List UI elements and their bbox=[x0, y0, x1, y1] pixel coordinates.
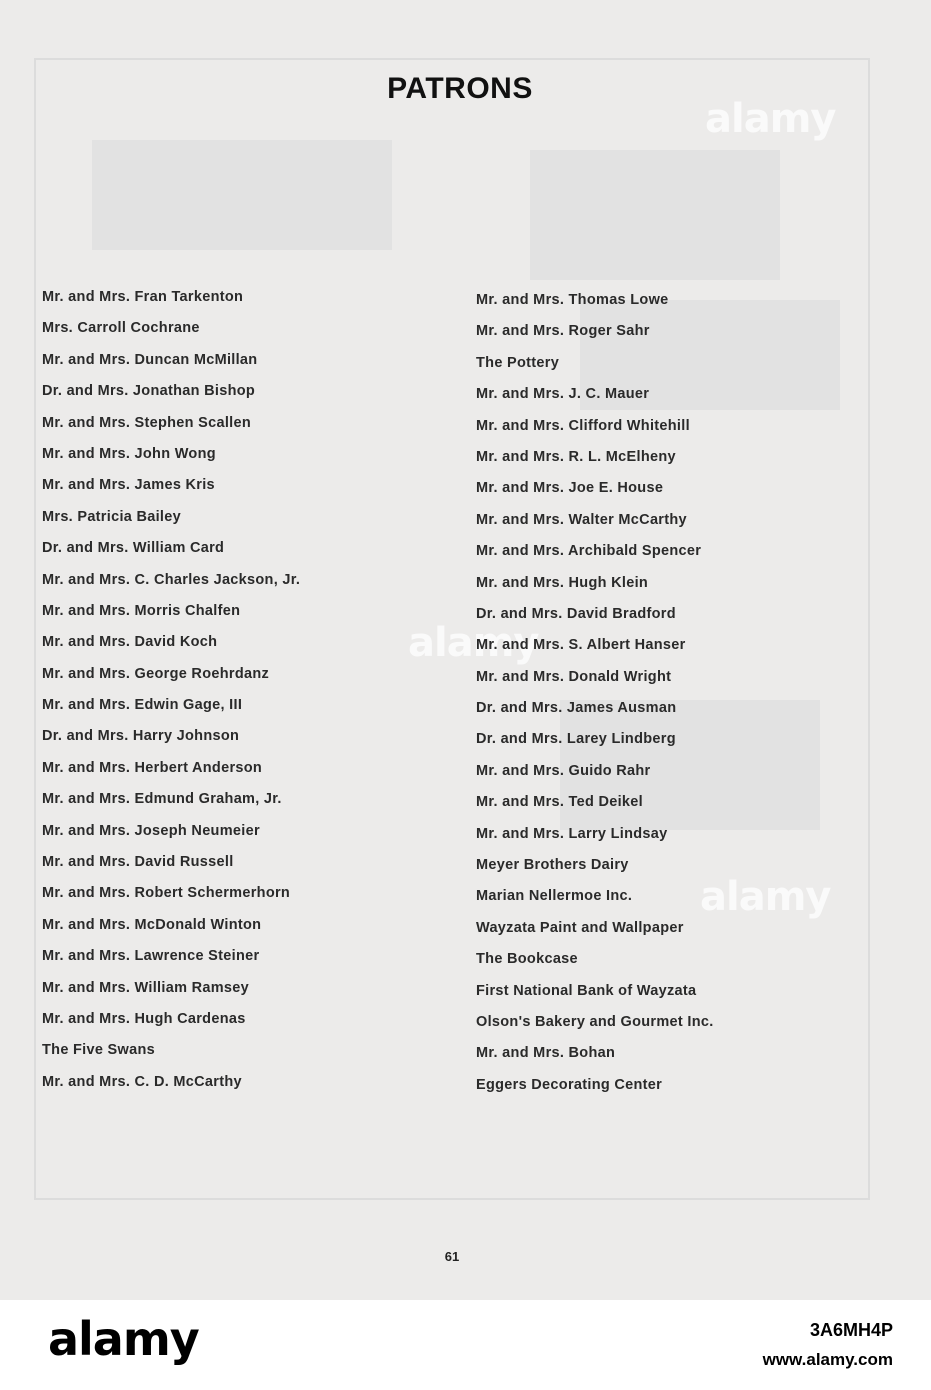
patron-entry: Mr. and Mrs. David Russell bbox=[42, 854, 234, 871]
patron-entry: Mr. and Mrs. Bohan bbox=[476, 1045, 616, 1062]
patron-entry: Marian Nellermoe Inc. bbox=[476, 888, 633, 905]
page-title: PATRONS bbox=[387, 72, 533, 105]
patron-entry: Mr. and Mrs. McDonald Winton bbox=[42, 916, 262, 933]
patron-entry: Mr. and Mrs. C. Charles Jackson, Jr. bbox=[42, 571, 301, 588]
watermark-footer bbox=[0, 1300, 931, 1390]
patron-entry: Olson's Bakery and Gourmet Inc. bbox=[476, 1013, 714, 1030]
patron-entry: Mr. and Mrs. C. D. McCarthy bbox=[42, 1073, 242, 1090]
patron-entry: Mr. and Mrs. Lawrence Steiner bbox=[42, 948, 260, 965]
patron-entry: Dr. and Mrs. Harry Johnson bbox=[42, 728, 240, 745]
watermark-url: www.alamy.com bbox=[762, 1350, 893, 1369]
patron-entry: Mr. and Mrs. James Kris bbox=[42, 477, 215, 494]
patron-entry: Dr. and Mrs. Larey Lindberg bbox=[476, 731, 676, 748]
patron-entry: Mr. and Mrs. Walter McCarthy bbox=[476, 511, 687, 528]
page-number: 61 bbox=[444, 1249, 460, 1264]
patrons-list-right bbox=[476, 292, 714, 1108]
patron-entry: Mr. and Mrs. S. Albert Hanser bbox=[476, 637, 686, 654]
patron-entry: Mr. and Mrs. Ted Deikel bbox=[476, 794, 643, 811]
patron-entry: Mr. and Mrs. John Wong bbox=[42, 445, 216, 462]
patron-entry: Mr. and Mrs. Robert Schermerhorn bbox=[42, 885, 291, 902]
patron-entry: Wayzata Paint and Wallpaper bbox=[476, 919, 684, 936]
patron-entry: Mr. and Mrs. Edmund Graham, Jr. bbox=[42, 791, 282, 808]
patron-entry: Mr. and Mrs. Archibald Spencer bbox=[476, 543, 702, 560]
patron-entry: Mr. and Mrs. Roger Sahr bbox=[476, 323, 650, 340]
patron-entry: Mr. and Mrs. Herbert Anderson bbox=[42, 759, 263, 776]
patron-entry: First National Bank of Wayzata bbox=[476, 982, 697, 999]
patron-entry: Mrs. Patricia Bailey bbox=[42, 508, 181, 525]
patron-entry: Mr. and Mrs. Duncan McMillan bbox=[42, 351, 258, 368]
patron-entry: Mr. and Mrs. Fran Tarkenton bbox=[42, 289, 244, 305]
patron-entry: Mr. and Mrs. Joseph Neumeier bbox=[42, 822, 260, 839]
patron-entry: Mr. and Mrs. Clifford Whitehill bbox=[476, 417, 690, 434]
image-id: 3A6MH4P bbox=[809, 1320, 893, 1340]
patron-entry: Mr. and Mrs. David Koch bbox=[42, 634, 218, 651]
watermark-logo: alamy bbox=[700, 874, 831, 920]
bleed-through-block bbox=[530, 150, 780, 280]
patron-entry: Mr. and Mrs. Guido Rahr bbox=[476, 762, 651, 779]
patron-entry: Mr. and Mrs. Morris Chalfen bbox=[42, 602, 241, 619]
patron-entry: Mr. and Mrs. Thomas Lowe bbox=[476, 292, 669, 308]
patron-entry: Mr. and Mrs. Donald Wright bbox=[476, 668, 672, 685]
patron-entry: Mr. and Mrs. Hugh Klein bbox=[476, 574, 649, 591]
alamy-logo: alamy bbox=[48, 1312, 199, 1366]
patron-entry: Mr. and Mrs. Larry Lindsay bbox=[476, 825, 668, 842]
patron-entry: The Bookcase bbox=[476, 951, 578, 968]
patron-entry: Mr. and Mrs. George Roehrdanz bbox=[42, 665, 270, 682]
patron-entry: Dr. and Mrs. William Card bbox=[42, 540, 225, 557]
patron-entry: Mrs. Carroll Cochrane bbox=[42, 320, 200, 337]
patron-entry: Meyer Brothers Dairy bbox=[476, 857, 629, 874]
patron-entry: The Five Swans bbox=[42, 1042, 155, 1059]
patron-entry: Mr. and Mrs. J. C. Mauer bbox=[476, 386, 650, 403]
patron-entry: Mr. and Mrs. Edwin Gage, III bbox=[42, 697, 243, 714]
watermark-logo: alamy bbox=[408, 620, 539, 666]
patrons-list-left bbox=[42, 289, 300, 1105]
patron-entry: Dr. and Mrs. James Ausman bbox=[476, 700, 677, 717]
bleed-through-block bbox=[92, 140, 392, 250]
patron-entry: Eggers Decorating Center bbox=[476, 1076, 663, 1093]
patron-entry: Mr. and Mrs. William Ramsey bbox=[42, 979, 250, 996]
patron-entry: Dr. and Mrs. Jonathan Bishop bbox=[42, 383, 256, 400]
watermark-logo: alamy bbox=[705, 96, 836, 142]
patron-entry: Mr. and Mrs. Hugh Cardenas bbox=[42, 1010, 246, 1027]
patron-entry: Dr. and Mrs. David Bradford bbox=[476, 605, 676, 622]
patron-entry: Mr. and Mrs. Joe E. House bbox=[476, 480, 664, 497]
patron-entry: Mr. and Mrs. Stephen Scallen bbox=[42, 414, 252, 431]
patron-entry: Mr. and Mrs. R. L. McElheny bbox=[476, 448, 676, 465]
patron-entry: The Pottery bbox=[476, 354, 560, 371]
